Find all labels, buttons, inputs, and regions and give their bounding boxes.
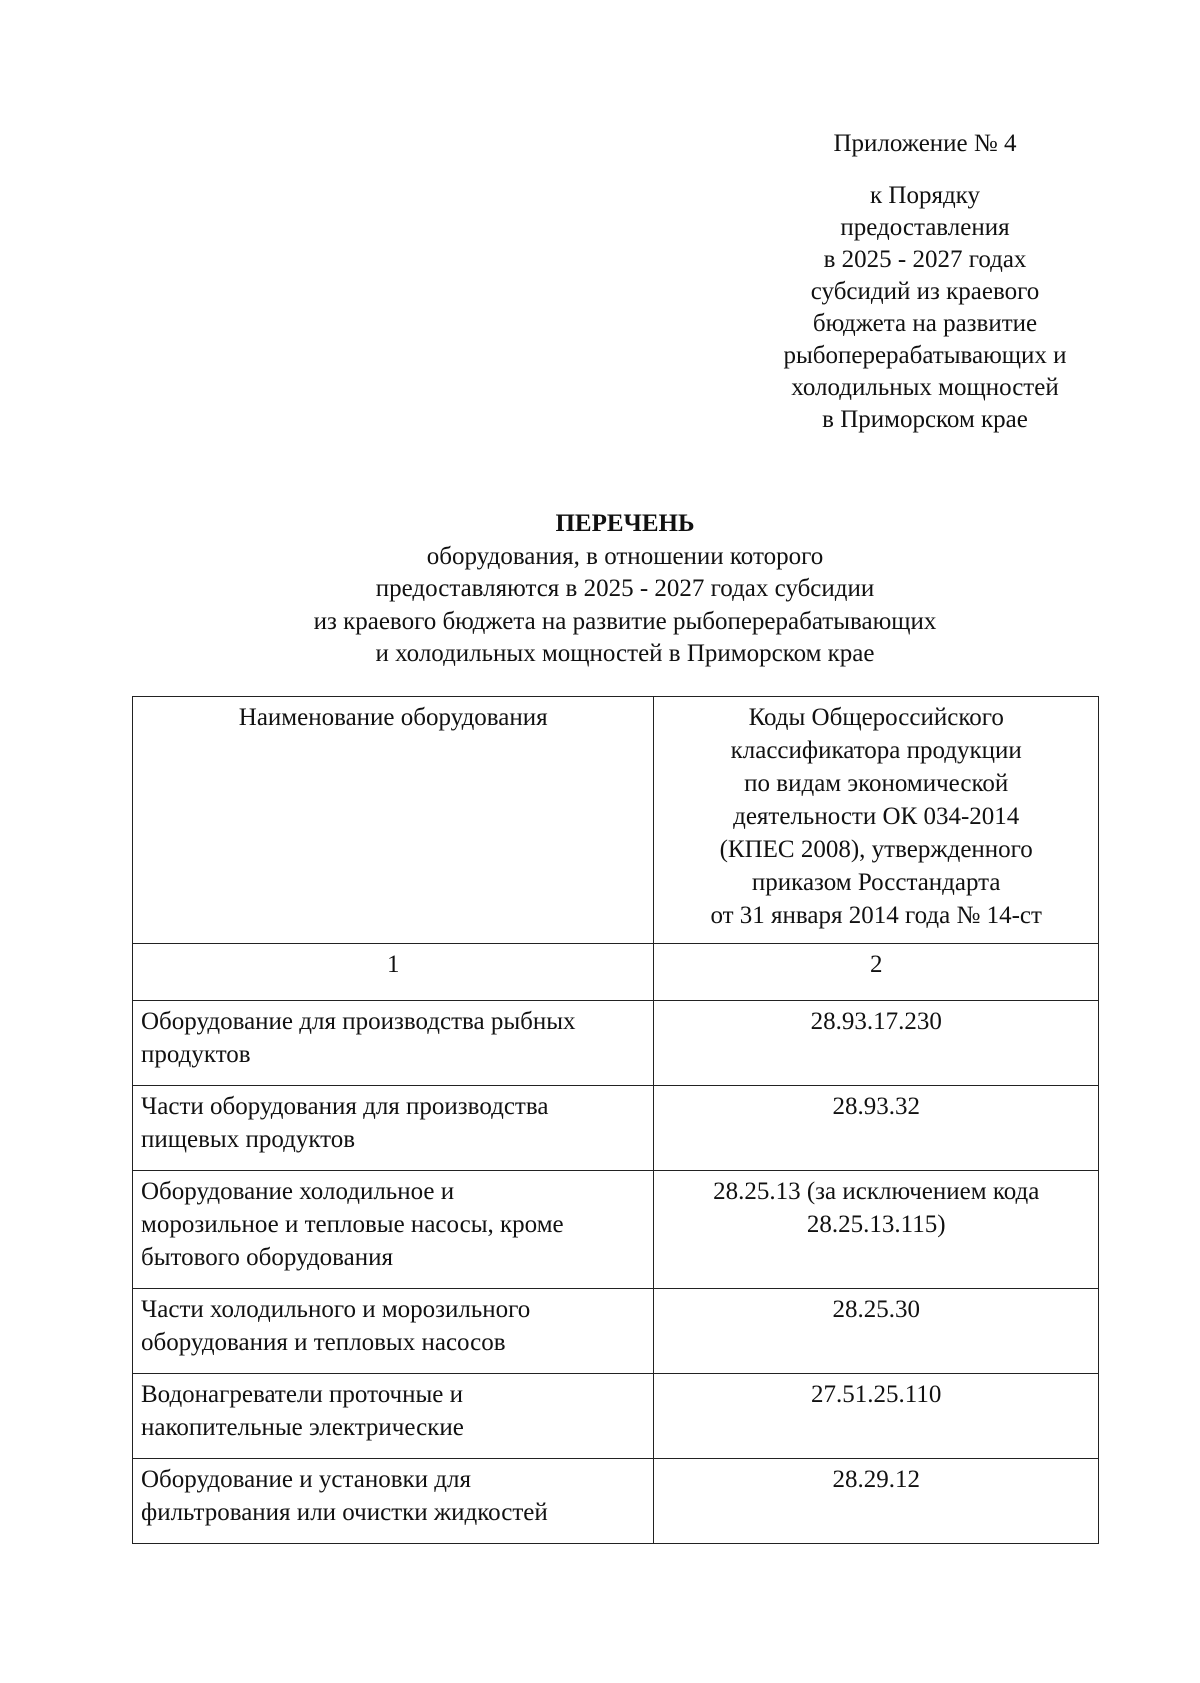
classifier-code-cell — [654, 1289, 1099, 1374]
equipment-name-cell — [133, 1459, 654, 1544]
column-number-2: 2 — [654, 944, 1099, 1001]
column-number-1: 1 — [133, 944, 654, 1001]
cell-line: Оборудование для производства рыбных — [141, 1008, 576, 1035]
cell-line: Водонагреватели проточные и — [141, 1381, 464, 1408]
header-line: приказом Росстандарта — [751, 869, 1001, 896]
appendix-line: к Порядку — [870, 182, 980, 209]
header-line: от 31 января 2014 года № 14-ст — [710, 902, 1042, 929]
cell-line: Оборудование холодильное и — [141, 1178, 455, 1205]
cell-line: Оборудование и установки для — [141, 1466, 471, 1493]
document-subtitle-line: оборудования, в отношении которого — [426, 542, 824, 570]
classifier-code-cell — [654, 1171, 1099, 1289]
header-line: Коды Общероссийского — [748, 704, 1004, 731]
classifier-code-cell — [654, 1001, 1099, 1086]
cell-line: 28.29.12 — [832, 1466, 920, 1493]
equipment-name-cell — [133, 1171, 654, 1289]
appendix-line: субсидий из краевого — [810, 278, 1040, 305]
table-row — [133, 1289, 1099, 1374]
appendix-line: в Приморском крае — [822, 406, 1028, 433]
document-subtitle-line: и холодильных мощностей в Приморском крае — [375, 640, 875, 667]
equipment-name-cell — [133, 1086, 654, 1171]
column-number-row — [133, 944, 1099, 1001]
cell-line: Части холодильного и морозильного — [141, 1296, 531, 1323]
appendix-number: Приложение № 4 — [833, 130, 1017, 157]
table-row — [133, 1086, 1099, 1171]
document-subtitle-line: из краевого бюджета на развитие рыбоперерабатывающих — [313, 607, 937, 635]
cell-line: бытового оборудования — [141, 1244, 393, 1271]
cell-line: фильтрования или очистки жидкостей — [141, 1499, 548, 1526]
table-row — [133, 1001, 1099, 1086]
appendix-line: предоставления — [840, 214, 1010, 241]
cell-line: продуктов — [141, 1041, 251, 1068]
table-row — [133, 1374, 1099, 1459]
cell-line: пищевых продуктов — [141, 1126, 356, 1153]
appendix-line: холодильных мощностей — [791, 374, 1059, 401]
cell-line: 28.25.13.115) — [806, 1211, 946, 1238]
cell-line: 27.51.25.110 — [811, 1381, 942, 1408]
appendix-line: рыбоперерабатывающих и — [783, 342, 1067, 369]
classifier-code-cell — [654, 1459, 1099, 1544]
cell-line: 28.93.17.230 — [810, 1008, 942, 1035]
cell-line: 28.25.13 (за исключением кода — [713, 1178, 1040, 1205]
classifier-code-cell — [654, 1086, 1099, 1171]
cell-line: морозильное и тепловые насосы, кроме — [141, 1211, 564, 1238]
equipment-name-cell — [133, 1289, 654, 1374]
header-line: (КПЕС 2008), утвержденного — [719, 836, 1033, 863]
document-title: ПЕРЕЧЕНЬ — [555, 510, 695, 537]
header-line: деятельности ОК 034-2014 — [733, 803, 1020, 830]
table-row — [133, 1459, 1099, 1544]
table-header-row — [133, 697, 1099, 944]
appendix-line: бюджета на развитие — [812, 310, 1038, 337]
document-subtitle-line: предоставляются в 2025 - 2027 годах субсидии — [375, 575, 875, 602]
cell-line: 28.93.32 — [832, 1093, 920, 1120]
appendix-block — [760, 128, 1090, 436]
cell-line: Части оборудования для производства — [141, 1093, 549, 1120]
appendix-reference — [760, 180, 1090, 436]
cell-line: 28.25.30 — [832, 1296, 920, 1323]
header-label: Наименование оборудования — [238, 704, 548, 731]
header-line: классификатора продукции — [730, 737, 1022, 764]
equipment-name-cell — [133, 1374, 654, 1459]
equipment-name-cell — [133, 1001, 654, 1086]
equipment-table — [132, 696, 1099, 1544]
header-line: по видам экономической — [744, 770, 1009, 797]
appendix-line: в 2025 - 2027 годах — [823, 246, 1027, 273]
cell-line: оборудования и тепловых насосов — [141, 1329, 506, 1356]
classifier-code-cell — [654, 1374, 1099, 1459]
header-equipment-name — [133, 697, 654, 944]
table-row — [133, 1171, 1099, 1289]
document-heading — [200, 508, 1050, 671]
cell-line: накопительные электрические — [141, 1414, 464, 1441]
header-classifier-codes — [654, 697, 1099, 944]
